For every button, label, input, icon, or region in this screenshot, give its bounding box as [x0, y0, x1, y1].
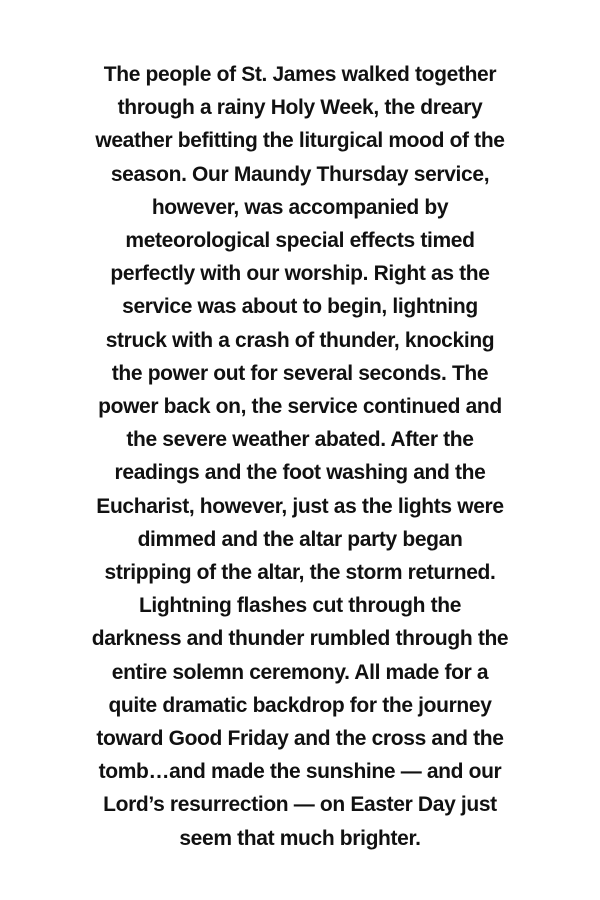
story-line: entire solemn ceremony. All made for a [111, 660, 489, 684]
story-line: Eucharist, however, just as the lights were [96, 494, 504, 518]
story-line: stripping of the altar, the storm returned. [104, 561, 496, 585]
story-line: quite dramatic backdrop for the journey [108, 693, 492, 717]
story-line: seem that much brighter. [179, 826, 421, 850]
story-line: tomb…and made the sunshine — and our [98, 760, 502, 784]
story-line: season. Our Maundy Thursday service, [110, 162, 490, 186]
story-line: readings and the foot washing and the [114, 461, 486, 485]
story-line: service was about to begin, lightning [122, 295, 478, 319]
story-line: meteorological special effects timed [125, 229, 475, 253]
story-line: The people of St. James walked together [103, 63, 497, 86]
story-line: Lightning flashes cut through the [138, 594, 462, 618]
story-line: struck with a crash of thunder, knocking [105, 328, 495, 352]
story-line: dimmed and the altar party began [137, 527, 463, 551]
story-line: the power out for several seconds. The [111, 361, 489, 385]
story-line: through a rainy Holy Week, the dreary [117, 96, 483, 120]
story-line: the severe weather abated. After the [126, 428, 474, 452]
story-line: perfectly with our worship. Right as the [110, 262, 490, 286]
story-line: however, was accompanied by [151, 195, 449, 219]
story-line: Lord’s resurrection — on Easter Day just [103, 793, 497, 817]
story-paragraph [60, 58, 540, 855]
story-line: power back on, the service continued and [98, 395, 502, 419]
story-line: toward Good Friday and the cross and the [96, 727, 504, 751]
story-line: darkness and thunder rumbled through the [91, 627, 509, 651]
story-line: weather befitting the liturgical mood of the [95, 129, 505, 153]
